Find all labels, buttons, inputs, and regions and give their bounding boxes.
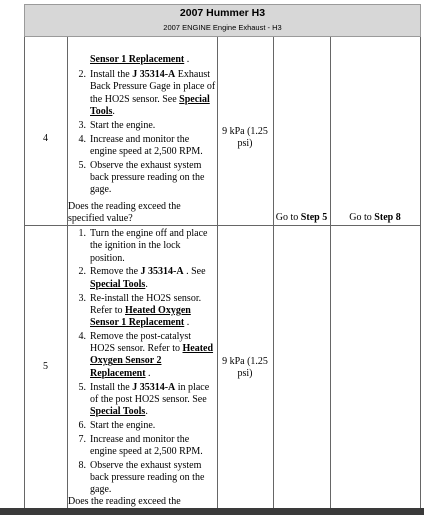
question-text: Does the reading exceed the specified value? [68,201,181,225]
action-text: Increase and monitor the engine speed at 2,500 RPM. [90,133,203,157]
table-divider [273,37,274,508]
step-number: 7. [78,433,86,445]
action-text: Remove the post-catalyst HO2S sensor. Refer to Heated Oxygen Sensor 2 Replacement . [90,330,214,379]
step-number: 2. [78,266,86,278]
page-bottom-bar [0,508,424,515]
step-number: 2. [78,69,86,80]
step-cell: 4 [43,133,48,144]
go-to-step-5-link[interactable]: Go to Step 5 [275,212,328,223]
action-text: Install the J 35314-A in place of the post HO2S sensor. See Special Tools. [90,381,210,418]
action-text: Start the engine. [90,420,156,431]
step-number: 5. [78,159,86,171]
step-number: 5. [78,381,86,393]
step-number: 6. [78,420,86,431]
action-text: Install the J 35314-A Exhaust Back Pressure Gage in place of the HO2S sensor. See Special Tools. [90,69,216,117]
action-text: Re-install the HO2S sensor. Refer to Heated Oxygen Sensor 1 Replacement . [90,292,202,329]
step-number: 8. [78,459,86,471]
go-to-step-8-link[interactable]: Go to Step 8 [349,212,401,223]
document-subtitle: 2007 ENGINE Engine Exhaust - H3 [163,23,282,32]
table-divider [330,37,331,508]
action-text: Increase and monitor the engine speed at 2,500 RPM. [90,433,203,458]
action-text: Sensor 1 Replacement . [90,54,190,65]
action-text: Remove the J 35314-A . See Special Tools. [90,266,206,290]
step-cell: 5 [43,361,48,372]
no-cell [330,212,420,224]
spec-value: 9 kPa (1.25 psi) [222,126,268,150]
document-header [24,4,421,37]
table-border-left [24,37,25,508]
step-number: 3. [78,119,86,131]
step-number: 4. [78,133,86,145]
step-number: 1. [78,228,86,239]
action-text: Turn the engine off and place the ignition in the lock position. [90,228,208,264]
action-text: Observe the exhaust system back pressure reading on the gage. [90,459,205,496]
document-title: 2007 Hummer H3 [179,7,266,19]
action-text: Observe the exhaust system back pressure reading on the gage. [90,159,205,196]
step-number: 4. [78,330,86,342]
table-border-right [420,37,421,508]
yes-cell [273,212,330,224]
step-number: 3. [78,292,86,304]
action-text: Start the engine. [90,119,156,131]
table-divider [67,37,68,508]
spec-value: 9 kPa (1.25 psi) [222,356,268,380]
question-text: Does the reading exceed the [68,496,181,507]
